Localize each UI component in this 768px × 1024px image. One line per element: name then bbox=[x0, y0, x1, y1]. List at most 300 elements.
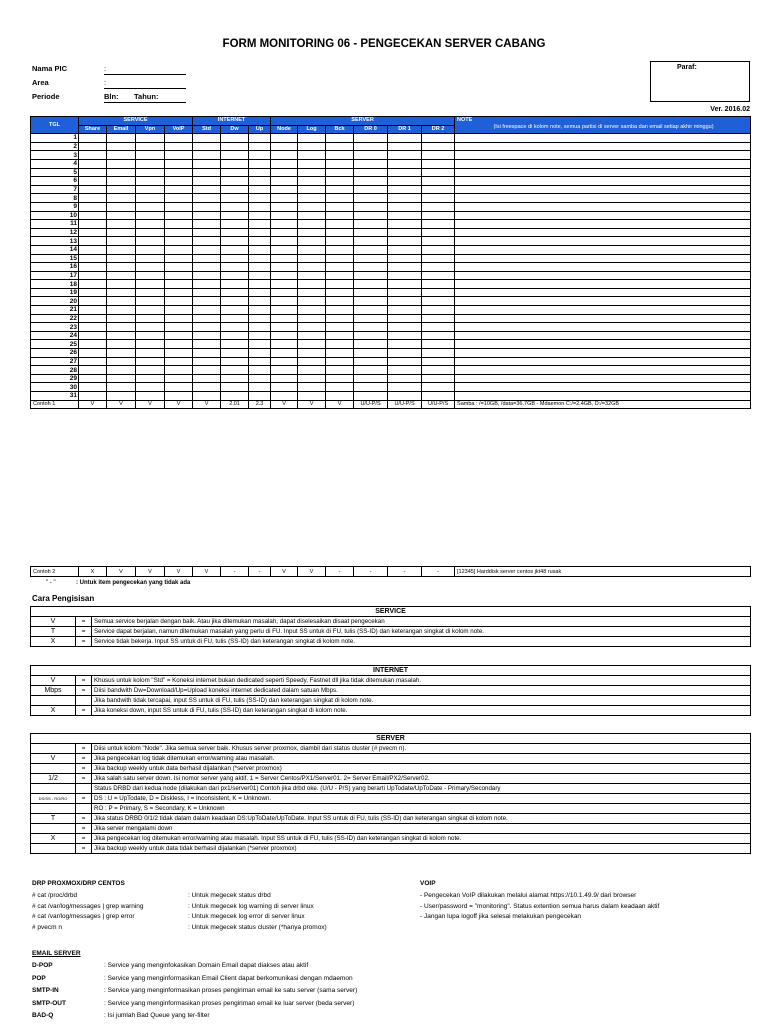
table-cell[interactable] bbox=[79, 228, 107, 237]
table-cell[interactable] bbox=[136, 142, 165, 151]
table-cell[interactable] bbox=[249, 177, 271, 186]
table-cell[interactable] bbox=[455, 366, 751, 375]
table-cell[interactable] bbox=[271, 288, 298, 297]
table-cell[interactable] bbox=[221, 185, 249, 194]
table-cell[interactable] bbox=[271, 271, 298, 280]
table-cell[interactable] bbox=[388, 159, 422, 168]
table-cell[interactable] bbox=[107, 245, 136, 254]
table-cell[interactable] bbox=[165, 194, 193, 203]
table-cell[interactable] bbox=[298, 331, 326, 340]
table-cell[interactable] bbox=[354, 194, 388, 203]
table-cell[interactable] bbox=[354, 374, 388, 383]
table-cell[interactable] bbox=[165, 142, 193, 151]
table-cell[interactable] bbox=[422, 366, 455, 375]
table-cell[interactable] bbox=[422, 263, 455, 272]
table-cell[interactable] bbox=[388, 288, 422, 297]
table-cell[interactable] bbox=[79, 263, 107, 272]
table-cell[interactable] bbox=[193, 392, 221, 401]
table-cell[interactable] bbox=[455, 237, 751, 246]
table-cell[interactable] bbox=[298, 245, 326, 254]
table-cell[interactable] bbox=[326, 194, 354, 203]
table-cell[interactable] bbox=[136, 134, 165, 143]
table-cell[interactable] bbox=[249, 159, 271, 168]
table-cell[interactable] bbox=[249, 392, 271, 401]
table-cell[interactable] bbox=[388, 254, 422, 263]
table-cell[interactable] bbox=[193, 134, 221, 143]
table-cell[interactable] bbox=[271, 194, 298, 203]
table-cell[interactable] bbox=[271, 159, 298, 168]
table-cell[interactable] bbox=[298, 220, 326, 229]
table-cell[interactable] bbox=[107, 254, 136, 263]
table-cell[interactable] bbox=[79, 280, 107, 289]
table-cell[interactable] bbox=[354, 228, 388, 237]
table-cell[interactable] bbox=[107, 288, 136, 297]
table-cell[interactable] bbox=[326, 288, 354, 297]
table-cell[interactable] bbox=[165, 185, 193, 194]
table-cell[interactable] bbox=[221, 306, 249, 315]
table-cell[interactable] bbox=[107, 220, 136, 229]
table-cell[interactable] bbox=[136, 254, 165, 263]
table-cell[interactable] bbox=[193, 245, 221, 254]
table-cell[interactable] bbox=[271, 331, 298, 340]
table-cell[interactable] bbox=[193, 383, 221, 392]
table-cell[interactable] bbox=[271, 357, 298, 366]
table-cell[interactable] bbox=[249, 142, 271, 151]
table-cell[interactable] bbox=[165, 383, 193, 392]
table-cell[interactable] bbox=[249, 349, 271, 358]
table-cell[interactable] bbox=[249, 271, 271, 280]
table-cell[interactable] bbox=[326, 331, 354, 340]
table-cell[interactable] bbox=[107, 151, 136, 160]
table-cell[interactable] bbox=[221, 151, 249, 160]
table-cell[interactable] bbox=[354, 202, 388, 211]
table-cell[interactable] bbox=[136, 314, 165, 323]
table-cell[interactable] bbox=[165, 297, 193, 306]
table-cell[interactable] bbox=[193, 271, 221, 280]
table-cell[interactable] bbox=[422, 134, 455, 143]
table-cell[interactable] bbox=[107, 202, 136, 211]
table-cell[interactable] bbox=[271, 168, 298, 177]
table-cell[interactable] bbox=[193, 288, 221, 297]
table-cell[interactable] bbox=[107, 331, 136, 340]
table-cell[interactable] bbox=[107, 383, 136, 392]
table-cell[interactable] bbox=[107, 263, 136, 272]
table-cell[interactable] bbox=[79, 168, 107, 177]
table-cell[interactable] bbox=[193, 142, 221, 151]
table-cell[interactable] bbox=[193, 220, 221, 229]
table-cell[interactable] bbox=[193, 280, 221, 289]
table-cell[interactable] bbox=[165, 288, 193, 297]
table-cell[interactable] bbox=[107, 392, 136, 401]
table-cell[interactable] bbox=[422, 392, 455, 401]
table-cell[interactable] bbox=[136, 306, 165, 315]
table-cell[interactable] bbox=[422, 357, 455, 366]
table-cell[interactable] bbox=[326, 374, 354, 383]
table-cell[interactable] bbox=[422, 340, 455, 349]
table-cell[interactable] bbox=[354, 185, 388, 194]
table-cell[interactable] bbox=[79, 392, 107, 401]
table-cell[interactable] bbox=[422, 383, 455, 392]
table-cell[interactable] bbox=[354, 220, 388, 229]
table-cell[interactable] bbox=[298, 288, 326, 297]
table-cell[interactable] bbox=[271, 306, 298, 315]
table-cell[interactable] bbox=[298, 168, 326, 177]
table-cell[interactable] bbox=[249, 297, 271, 306]
table-cell[interactable] bbox=[455, 254, 751, 263]
table-cell[interactable] bbox=[249, 245, 271, 254]
table-cell[interactable] bbox=[249, 366, 271, 375]
table-cell[interactable] bbox=[455, 151, 751, 160]
table-cell[interactable] bbox=[136, 159, 165, 168]
table-cell[interactable] bbox=[326, 280, 354, 289]
table-cell[interactable] bbox=[388, 306, 422, 315]
table-cell[interactable] bbox=[136, 357, 165, 366]
table-cell[interactable] bbox=[271, 323, 298, 332]
table-cell[interactable] bbox=[298, 374, 326, 383]
table-cell[interactable] bbox=[107, 374, 136, 383]
area-field[interactable] bbox=[104, 88, 186, 89]
table-cell[interactable] bbox=[107, 185, 136, 194]
table-cell[interactable] bbox=[388, 331, 422, 340]
table-cell[interactable] bbox=[193, 237, 221, 246]
table-cell[interactable] bbox=[193, 228, 221, 237]
table-cell[interactable] bbox=[79, 374, 107, 383]
table-cell[interactable] bbox=[354, 314, 388, 323]
table-cell[interactable] bbox=[79, 185, 107, 194]
table-cell[interactable] bbox=[193, 202, 221, 211]
table-cell[interactable] bbox=[298, 349, 326, 358]
table-cell[interactable] bbox=[136, 383, 165, 392]
table-cell[interactable] bbox=[79, 331, 107, 340]
table-cell[interactable] bbox=[455, 288, 751, 297]
table-cell[interactable] bbox=[193, 374, 221, 383]
table-cell[interactable] bbox=[271, 185, 298, 194]
table-cell[interactable] bbox=[354, 340, 388, 349]
table-cell[interactable] bbox=[455, 280, 751, 289]
table-cell[interactable] bbox=[298, 237, 326, 246]
table-cell[interactable] bbox=[249, 168, 271, 177]
table-cell[interactable] bbox=[326, 237, 354, 246]
table-cell[interactable] bbox=[193, 159, 221, 168]
table-cell[interactable] bbox=[193, 366, 221, 375]
table-cell[interactable] bbox=[221, 202, 249, 211]
table-cell[interactable] bbox=[249, 331, 271, 340]
table-cell[interactable] bbox=[298, 271, 326, 280]
table-cell[interactable] bbox=[271, 366, 298, 375]
table-cell[interactable] bbox=[249, 323, 271, 332]
table-cell[interactable] bbox=[326, 177, 354, 186]
table-cell[interactable] bbox=[79, 237, 107, 246]
table-cell[interactable] bbox=[79, 340, 107, 349]
table-cell[interactable] bbox=[388, 228, 422, 237]
table-cell[interactable] bbox=[354, 254, 388, 263]
table-cell[interactable] bbox=[271, 340, 298, 349]
table-cell[interactable] bbox=[271, 237, 298, 246]
table-cell[interactable] bbox=[298, 254, 326, 263]
table-cell[interactable] bbox=[107, 134, 136, 143]
table-cell[interactable] bbox=[298, 314, 326, 323]
table-cell[interactable] bbox=[388, 202, 422, 211]
table-cell[interactable] bbox=[388, 245, 422, 254]
table-cell[interactable] bbox=[271, 202, 298, 211]
table-cell[interactable] bbox=[354, 331, 388, 340]
table-cell[interactable] bbox=[249, 288, 271, 297]
table-cell[interactable] bbox=[221, 168, 249, 177]
table-cell[interactable] bbox=[455, 168, 751, 177]
table-cell[interactable] bbox=[165, 306, 193, 315]
table-cell[interactable] bbox=[221, 159, 249, 168]
table-cell[interactable] bbox=[221, 340, 249, 349]
table-cell[interactable] bbox=[249, 374, 271, 383]
table-cell[interactable] bbox=[136, 297, 165, 306]
table-cell[interactable] bbox=[354, 245, 388, 254]
table-cell[interactable] bbox=[298, 159, 326, 168]
table-cell[interactable] bbox=[165, 263, 193, 272]
table-cell[interactable] bbox=[193, 211, 221, 220]
table-cell[interactable] bbox=[107, 177, 136, 186]
table-cell[interactable] bbox=[298, 340, 326, 349]
table-cell[interactable] bbox=[422, 151, 455, 160]
table-cell[interactable] bbox=[136, 366, 165, 375]
table-cell[interactable] bbox=[165, 349, 193, 358]
table-cell[interactable] bbox=[271, 254, 298, 263]
table-cell[interactable] bbox=[107, 349, 136, 358]
table-cell[interactable] bbox=[221, 245, 249, 254]
table-cell[interactable] bbox=[79, 220, 107, 229]
table-cell[interactable] bbox=[455, 220, 751, 229]
table-cell[interactable] bbox=[221, 366, 249, 375]
nama-pic-field[interactable] bbox=[104, 74, 186, 75]
table-cell[interactable] bbox=[354, 211, 388, 220]
table-cell[interactable] bbox=[221, 177, 249, 186]
table-cell[interactable] bbox=[455, 194, 751, 203]
table-cell[interactable] bbox=[455, 340, 751, 349]
table-cell[interactable] bbox=[388, 177, 422, 186]
table-cell[interactable] bbox=[79, 383, 107, 392]
table-cell[interactable] bbox=[354, 349, 388, 358]
table-cell[interactable] bbox=[455, 331, 751, 340]
table-cell[interactable] bbox=[326, 306, 354, 315]
table-cell[interactable] bbox=[271, 151, 298, 160]
table-cell[interactable] bbox=[79, 349, 107, 358]
table-cell[interactable] bbox=[354, 168, 388, 177]
table-cell[interactable] bbox=[326, 202, 354, 211]
table-cell[interactable] bbox=[249, 211, 271, 220]
table-cell[interactable] bbox=[221, 357, 249, 366]
table-cell[interactable] bbox=[193, 168, 221, 177]
table-cell[interactable] bbox=[388, 366, 422, 375]
table-cell[interactable] bbox=[107, 168, 136, 177]
table-cell[interactable] bbox=[136, 271, 165, 280]
table-cell[interactable] bbox=[388, 142, 422, 151]
table-cell[interactable] bbox=[388, 340, 422, 349]
table-cell[interactable] bbox=[326, 392, 354, 401]
table-cell[interactable] bbox=[326, 185, 354, 194]
table-cell[interactable] bbox=[249, 194, 271, 203]
table-cell[interactable] bbox=[422, 331, 455, 340]
table-cell[interactable] bbox=[271, 211, 298, 220]
table-cell[interactable] bbox=[422, 314, 455, 323]
table-cell[interactable] bbox=[136, 392, 165, 401]
table-cell[interactable] bbox=[79, 306, 107, 315]
table-cell[interactable] bbox=[271, 374, 298, 383]
table-cell[interactable] bbox=[354, 383, 388, 392]
table-cell[interactable] bbox=[221, 263, 249, 272]
table-cell[interactable] bbox=[79, 151, 107, 160]
table-cell[interactable] bbox=[221, 314, 249, 323]
table-cell[interactable] bbox=[79, 202, 107, 211]
table-cell[interactable] bbox=[388, 349, 422, 358]
table-cell[interactable] bbox=[249, 151, 271, 160]
table-cell[interactable] bbox=[422, 349, 455, 358]
table-cell[interactable] bbox=[326, 357, 354, 366]
table-cell[interactable] bbox=[165, 254, 193, 263]
table-cell[interactable] bbox=[165, 280, 193, 289]
table-cell[interactable] bbox=[107, 237, 136, 246]
table-cell[interactable] bbox=[249, 254, 271, 263]
table-cell[interactable] bbox=[388, 297, 422, 306]
table-cell[interactable] bbox=[193, 331, 221, 340]
table-cell[interactable] bbox=[388, 280, 422, 289]
table-cell[interactable] bbox=[107, 297, 136, 306]
table-cell[interactable] bbox=[271, 392, 298, 401]
paraf-box[interactable] bbox=[650, 61, 750, 102]
table-cell[interactable] bbox=[354, 134, 388, 143]
table-cell[interactable] bbox=[271, 228, 298, 237]
table-cell[interactable] bbox=[221, 211, 249, 220]
table-cell[interactable] bbox=[107, 211, 136, 220]
table-cell[interactable] bbox=[298, 323, 326, 332]
table-cell[interactable] bbox=[249, 263, 271, 272]
table-cell[interactable] bbox=[249, 202, 271, 211]
table-cell[interactable] bbox=[388, 357, 422, 366]
table-cell[interactable] bbox=[249, 134, 271, 143]
table-cell[interactable] bbox=[165, 314, 193, 323]
table-cell[interactable] bbox=[249, 357, 271, 366]
table-cell[interactable] bbox=[193, 254, 221, 263]
table-cell[interactable] bbox=[326, 297, 354, 306]
table-cell[interactable] bbox=[388, 220, 422, 229]
table-cell[interactable] bbox=[455, 357, 751, 366]
table-cell[interactable] bbox=[221, 228, 249, 237]
table-cell[interactable] bbox=[455, 142, 751, 151]
table-cell[interactable] bbox=[79, 159, 107, 168]
table-cell[interactable] bbox=[298, 228, 326, 237]
table-cell[interactable] bbox=[354, 237, 388, 246]
table-cell[interactable] bbox=[136, 263, 165, 272]
table-cell[interactable] bbox=[249, 220, 271, 229]
table-cell[interactable] bbox=[165, 374, 193, 383]
table-cell[interactable] bbox=[136, 349, 165, 358]
table-cell[interactable] bbox=[249, 306, 271, 315]
table-cell[interactable] bbox=[107, 159, 136, 168]
table-cell[interactable] bbox=[354, 280, 388, 289]
table-cell[interactable] bbox=[193, 314, 221, 323]
table-cell[interactable] bbox=[298, 211, 326, 220]
table-cell[interactable] bbox=[298, 151, 326, 160]
table-cell[interactable] bbox=[249, 340, 271, 349]
table-cell[interactable] bbox=[354, 288, 388, 297]
table-cell[interactable] bbox=[165, 211, 193, 220]
table-cell[interactable] bbox=[221, 134, 249, 143]
table-cell[interactable] bbox=[354, 263, 388, 272]
table-cell[interactable] bbox=[422, 280, 455, 289]
table-cell[interactable] bbox=[221, 237, 249, 246]
table-cell[interactable] bbox=[165, 357, 193, 366]
table-cell[interactable] bbox=[455, 202, 751, 211]
table-cell[interactable] bbox=[326, 228, 354, 237]
table-cell[interactable] bbox=[422, 271, 455, 280]
table-cell[interactable] bbox=[221, 331, 249, 340]
table-cell[interactable] bbox=[422, 228, 455, 237]
table-cell[interactable] bbox=[388, 263, 422, 272]
table-cell[interactable] bbox=[354, 366, 388, 375]
table-cell[interactable] bbox=[422, 185, 455, 194]
table-cell[interactable] bbox=[326, 168, 354, 177]
table-cell[interactable] bbox=[388, 392, 422, 401]
table-cell[interactable] bbox=[298, 357, 326, 366]
table-cell[interactable] bbox=[354, 159, 388, 168]
table-cell[interactable] bbox=[79, 254, 107, 263]
table-cell[interactable] bbox=[136, 374, 165, 383]
table-cell[interactable] bbox=[354, 357, 388, 366]
table-cell[interactable] bbox=[107, 340, 136, 349]
table-cell[interactable] bbox=[298, 280, 326, 289]
table-cell[interactable] bbox=[271, 245, 298, 254]
table-cell[interactable] bbox=[79, 271, 107, 280]
table-cell[interactable] bbox=[79, 314, 107, 323]
table-cell[interactable] bbox=[271, 314, 298, 323]
table-cell[interactable] bbox=[136, 151, 165, 160]
table-cell[interactable] bbox=[79, 142, 107, 151]
table-cell[interactable] bbox=[298, 297, 326, 306]
table-cell[interactable] bbox=[455, 177, 751, 186]
table-cell[interactable] bbox=[354, 151, 388, 160]
table-cell[interactable] bbox=[326, 220, 354, 229]
table-cell[interactable] bbox=[221, 288, 249, 297]
table-cell[interactable] bbox=[79, 357, 107, 366]
table-cell[interactable] bbox=[298, 366, 326, 375]
table-cell[interactable] bbox=[165, 323, 193, 332]
table-cell[interactable] bbox=[107, 323, 136, 332]
table-cell[interactable] bbox=[79, 177, 107, 186]
table-cell[interactable] bbox=[455, 185, 751, 194]
table-cell[interactable] bbox=[388, 194, 422, 203]
table-cell[interactable] bbox=[271, 220, 298, 229]
table-cell[interactable] bbox=[354, 177, 388, 186]
table-cell[interactable] bbox=[221, 383, 249, 392]
table-cell[interactable] bbox=[107, 314, 136, 323]
table-cell[interactable] bbox=[107, 228, 136, 237]
table-cell[interactable] bbox=[165, 177, 193, 186]
table-cell[interactable] bbox=[326, 340, 354, 349]
table-cell[interactable] bbox=[221, 271, 249, 280]
table-cell[interactable] bbox=[455, 392, 751, 401]
table-cell[interactable] bbox=[221, 142, 249, 151]
table-cell[interactable] bbox=[193, 177, 221, 186]
table-cell[interactable] bbox=[326, 134, 354, 143]
table-cell[interactable] bbox=[165, 220, 193, 229]
table-cell[interactable] bbox=[193, 151, 221, 160]
table-cell[interactable] bbox=[79, 134, 107, 143]
table-cell[interactable] bbox=[388, 134, 422, 143]
table-cell[interactable] bbox=[193, 185, 221, 194]
table-cell[interactable] bbox=[422, 159, 455, 168]
table-cell[interactable] bbox=[249, 314, 271, 323]
table-cell[interactable] bbox=[388, 271, 422, 280]
table-cell[interactable] bbox=[354, 392, 388, 401]
table-cell[interactable] bbox=[422, 142, 455, 151]
